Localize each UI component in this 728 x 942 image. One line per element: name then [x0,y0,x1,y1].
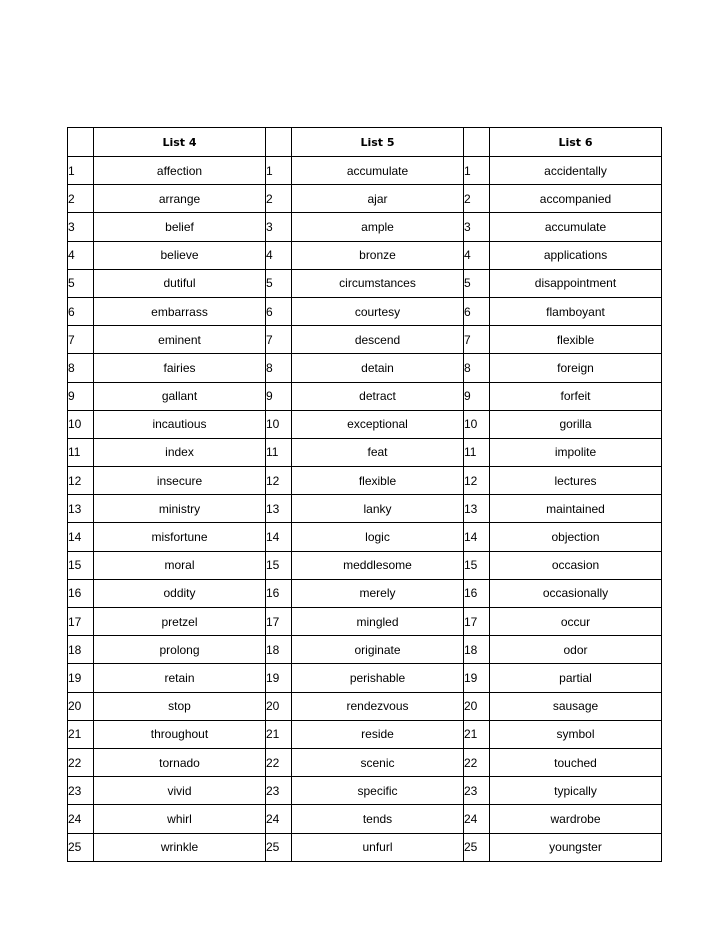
header-list-5: List 5 [292,128,464,157]
word-cell-list-4: pretzel [94,608,266,636]
header-list-4: List 4 [94,128,266,157]
word-cell-list-4: fairies [94,354,266,382]
word-cell-list-4: stop [94,692,266,720]
row-number-cell: 19 [464,664,490,692]
row-number-cell: 10 [464,410,490,438]
word-cell-list-6: objection [490,523,662,551]
row-number-cell: 7 [266,326,292,354]
word-cell-list-6: gorilla [490,410,662,438]
row-number-cell: 1 [464,157,490,185]
word-cell-list-6: applications [490,241,662,269]
row-number-cell: 2 [464,185,490,213]
row-number-cell: 16 [68,579,94,607]
table-row [68,833,662,861]
word-cell-list-5: unfurl [292,833,464,861]
row-number-cell: 2 [266,185,292,213]
row-number-cell: 11 [266,438,292,466]
word-cell-list-6: occur [490,608,662,636]
row-number-cell: 5 [464,269,490,297]
table-row [68,805,662,833]
word-cell-list-5: detain [292,354,464,382]
row-number-cell: 16 [464,579,490,607]
row-number-cell: 5 [266,269,292,297]
word-cell-list-4: gallant [94,382,266,410]
word-cell-list-6: touched [490,748,662,776]
word-cell-list-4: incautious [94,410,266,438]
table-body [68,157,662,862]
word-cell-list-4: moral [94,551,266,579]
table-row [68,579,662,607]
row-number-cell: 12 [266,467,292,495]
row-number-cell: 14 [266,523,292,551]
row-number-cell: 23 [266,777,292,805]
word-cell-list-5: specific [292,777,464,805]
row-number-cell: 13 [68,495,94,523]
row-number-cell: 18 [266,636,292,664]
row-number-cell: 1 [68,157,94,185]
header-list-6: List 6 [490,128,662,157]
word-cell-list-6: wardrobe [490,805,662,833]
word-cell-list-5: ample [292,213,464,241]
row-number-cell: 16 [266,579,292,607]
word-cell-list-4: arrange [94,185,266,213]
word-cell-list-4: affection [94,157,266,185]
row-number-cell: 17 [68,608,94,636]
word-cell-list-4: whirl [94,805,266,833]
word-cell-list-5: descend [292,326,464,354]
word-cell-list-5: logic [292,523,464,551]
word-cell-list-6: sausage [490,692,662,720]
row-number-cell: 25 [68,833,94,861]
row-number-cell: 8 [464,354,490,382]
row-number-cell: 20 [266,692,292,720]
table-row [68,326,662,354]
row-number-cell: 20 [68,692,94,720]
row-number-cell: 12 [68,467,94,495]
row-number-cell: 5 [68,269,94,297]
row-number-cell: 7 [68,326,94,354]
row-number-cell: 13 [266,495,292,523]
word-cell-list-6: forfeit [490,382,662,410]
row-number-cell: 20 [464,692,490,720]
word-cell-list-4: prolong [94,636,266,664]
row-number-cell: 3 [266,213,292,241]
row-number-cell: 6 [266,297,292,325]
word-cell-list-6: accidentally [490,157,662,185]
word-cell-list-6: occasionally [490,579,662,607]
row-number-cell: 3 [68,213,94,241]
row-number-cell: 14 [464,523,490,551]
row-number-cell: 25 [464,833,490,861]
table-row [68,664,662,692]
word-cell-list-4: index [94,438,266,466]
word-cell-list-4: oddity [94,579,266,607]
word-cell-list-5: detract [292,382,464,410]
word-cell-list-5: scenic [292,748,464,776]
word-cell-list-5: originate [292,636,464,664]
row-number-cell: 23 [68,777,94,805]
header-blank-cell [464,128,490,157]
word-cell-list-5: bronze [292,241,464,269]
row-number-cell: 24 [68,805,94,833]
word-cell-list-5: meddlesome [292,551,464,579]
table-row [68,410,662,438]
row-number-cell: 10 [68,410,94,438]
row-number-cell: 2 [68,185,94,213]
table-row [68,523,662,551]
table-row [68,467,662,495]
row-number-cell: 13 [464,495,490,523]
row-number-cell: 6 [68,297,94,325]
word-cell-list-4: dutiful [94,269,266,297]
word-cell-list-4: believe [94,241,266,269]
table-row [68,269,662,297]
row-number-cell: 22 [68,748,94,776]
table-row [68,354,662,382]
word-cell-list-5: circumstances [292,269,464,297]
word-cell-list-6: partial [490,664,662,692]
table-row [68,438,662,466]
word-cell-list-6: flamboyant [490,297,662,325]
word-cell-list-4: eminent [94,326,266,354]
table-row [68,157,662,185]
table-row [68,692,662,720]
header-row [68,128,662,157]
row-number-cell: 18 [464,636,490,664]
row-number-cell: 7 [464,326,490,354]
word-cell-list-6: occasion [490,551,662,579]
word-cell-list-5: feat [292,438,464,466]
word-cell-list-4: misfortune [94,523,266,551]
word-cell-list-6: flexible [490,326,662,354]
word-cell-list-6: accompanied [490,185,662,213]
table-row [68,185,662,213]
word-cell-list-5: accumulate [292,157,464,185]
row-number-cell: 22 [464,748,490,776]
table-row [68,720,662,748]
row-number-cell: 11 [68,438,94,466]
word-cell-list-4: embarrass [94,297,266,325]
row-number-cell: 24 [464,805,490,833]
row-number-cell: 11 [464,438,490,466]
word-cell-list-5: lanky [292,495,464,523]
row-number-cell: 21 [266,720,292,748]
table-row [68,748,662,776]
word-cell-list-6: accumulate [490,213,662,241]
word-cell-list-5: perishable [292,664,464,692]
row-number-cell: 4 [266,241,292,269]
row-number-cell: 23 [464,777,490,805]
table-row [68,382,662,410]
word-cell-list-5: merely [292,579,464,607]
word-cell-list-6: odor [490,636,662,664]
row-number-cell: 8 [266,354,292,382]
word-cell-list-6: impolite [490,438,662,466]
table-row [68,495,662,523]
table-row [68,777,662,805]
row-number-cell: 4 [464,241,490,269]
table-row [68,551,662,579]
word-cell-list-4: belief [94,213,266,241]
word-cell-list-4: insecure [94,467,266,495]
row-number-cell: 17 [464,608,490,636]
word-cell-list-4: throughout [94,720,266,748]
row-number-cell: 6 [464,297,490,325]
row-number-cell: 9 [464,382,490,410]
word-cell-list-4: ministry [94,495,266,523]
word-cell-list-5: mingled [292,608,464,636]
word-cell-list-5: rendezvous [292,692,464,720]
table-row [68,213,662,241]
row-number-cell: 15 [266,551,292,579]
row-number-cell: 22 [266,748,292,776]
table-row [68,636,662,664]
row-number-cell: 17 [266,608,292,636]
word-cell-list-4: tornado [94,748,266,776]
word-cell-list-5: exceptional [292,410,464,438]
word-cell-list-6: lectures [490,467,662,495]
row-number-cell: 3 [464,213,490,241]
table-header [68,128,662,157]
word-cell-list-6: disappointment [490,269,662,297]
row-number-cell: 12 [464,467,490,495]
row-number-cell: 1 [266,157,292,185]
word-cell-list-6: maintained [490,495,662,523]
row-number-cell: 8 [68,354,94,382]
row-number-cell: 25 [266,833,292,861]
word-cell-list-6: typically [490,777,662,805]
row-number-cell: 21 [68,720,94,748]
word-cell-list-5: ajar [292,185,464,213]
row-number-cell: 15 [68,551,94,579]
row-number-cell: 21 [464,720,490,748]
row-number-cell: 24 [266,805,292,833]
header-blank-cell [68,128,94,157]
word-cell-list-5: flexible [292,467,464,495]
table-row [68,608,662,636]
word-cell-list-4: retain [94,664,266,692]
word-cell-list-4: wrinkle [94,833,266,861]
row-number-cell: 4 [68,241,94,269]
row-number-cell: 9 [266,382,292,410]
spelling-list-table [67,127,662,862]
row-number-cell: 19 [266,664,292,692]
row-number-cell: 18 [68,636,94,664]
header-blank-cell [266,128,292,157]
table-row [68,241,662,269]
word-cell-list-6: youngster [490,833,662,861]
row-number-cell: 9 [68,382,94,410]
word-cell-list-4: vivid [94,777,266,805]
row-number-cell: 19 [68,664,94,692]
word-cell-list-5: courtesy [292,297,464,325]
word-cell-list-5: tends [292,805,464,833]
row-number-cell: 10 [266,410,292,438]
word-cell-list-6: foreign [490,354,662,382]
row-number-cell: 15 [464,551,490,579]
word-cell-list-5: reside [292,720,464,748]
row-number-cell: 14 [68,523,94,551]
word-cell-list-6: symbol [490,720,662,748]
table-row [68,297,662,325]
